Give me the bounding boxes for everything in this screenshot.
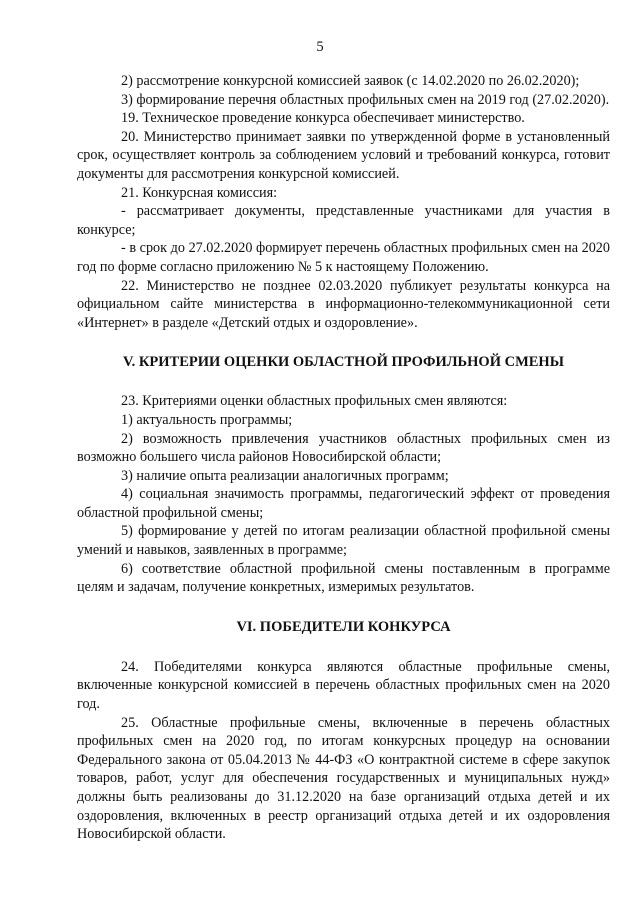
paragraph: 3) формирование перечня областных профильных смен на 2019 год (27.02.2020). bbox=[121, 91, 610, 108]
paragraph: 21. Конкурсная комиссия: bbox=[121, 184, 278, 201]
paragraph: 24. Победителями конкурса являются областные профильные смены, включенные конкурсной комиссией в перечень областных профильных смен на 2020 год. bbox=[77, 658, 610, 713]
paragraph: 3) наличие опыта реализации аналогичных программ; bbox=[121, 467, 449, 484]
paragraph: 22. Министерство не позднее 02.03.2020 публикует результаты конкурса на официальном сайте министерства в информационно-телекоммуникационной сети «Интернет» в разделе «Детский отдых и оздоровление». bbox=[77, 277, 610, 331]
section-heading-winners: VI. ПОБЕДИТЕЛИ КОНКУРСА bbox=[236, 618, 451, 635]
paragraph: 20. Министерство принимает заявки по утвержденной форме в установленный срок, осуществляет контроль за соблюдением условий и требований конкурса, готовит документы для рассмотрения конкурсной комиссией. bbox=[77, 128, 610, 182]
paragraph: 25. Областные профильные смены, включенные в перечень областных профильных смен на 2020 год, по итогам конкурсных процедур на основании Федерального закона от 05.04.2013 № 44-ФЗ «О контрактной системе в сфере закупок товаров, работ, услуг для обеспечения государственных и муниципальных нужд» должны быть реализованы до 31.12.2020 на базе организаций отдыха детей и их оздоровления, включенных в реестр организаций отдыха детей и их оздоровления Новосибирской области. bbox=[77, 714, 610, 843]
paragraph: 2) рассмотрение конкурсной комиссией заявок (с 14.02.2020 по 26.02.2020); bbox=[121, 73, 580, 89]
paragraph: 5) формирование у детей по итогам реализации областной профильной смены умений и навыков, заявленных в программе; bbox=[77, 523, 610, 559]
paragraph: 4) социальная значимость программы, педагогический эффект от проведения областной профильной смены; bbox=[77, 486, 610, 521]
paragraph: 23. Критериями оценки областных профильных смен являются: bbox=[121, 393, 508, 410]
page-content bbox=[77, 72, 610, 844]
paragraph: 19. Техническое проведение конкурса обеспечивает министерство. bbox=[121, 110, 525, 127]
section-heading-criteria: V. КРИТЕРИИ ОЦЕНКИ ОБЛАСТНОЙ ПРОФИЛЬНОЙ СМЕНЫ bbox=[123, 354, 564, 371]
paragraph: 6) соответствие областной профильной смены поставленным в программе целям и задачам, получение конкретных, измеримых результатов. bbox=[77, 560, 610, 596]
paragraph: 2) возможность привлечения участников областных профильных смен из возможно большего числа районов Новосибирской области; bbox=[77, 430, 610, 466]
paragraph: - рассматривает документы, представленные участниками для участия в конкурсе; bbox=[77, 203, 610, 238]
page-number: 5 bbox=[316, 39, 324, 55]
paragraph: - в срок до 27.02.2020 формирует перечень областных профильных смен на 2020 год по форме согласно приложению № 5 к настоящему Положению. bbox=[77, 240, 610, 275]
paragraph: 1) актуальность программы; bbox=[121, 411, 293, 428]
